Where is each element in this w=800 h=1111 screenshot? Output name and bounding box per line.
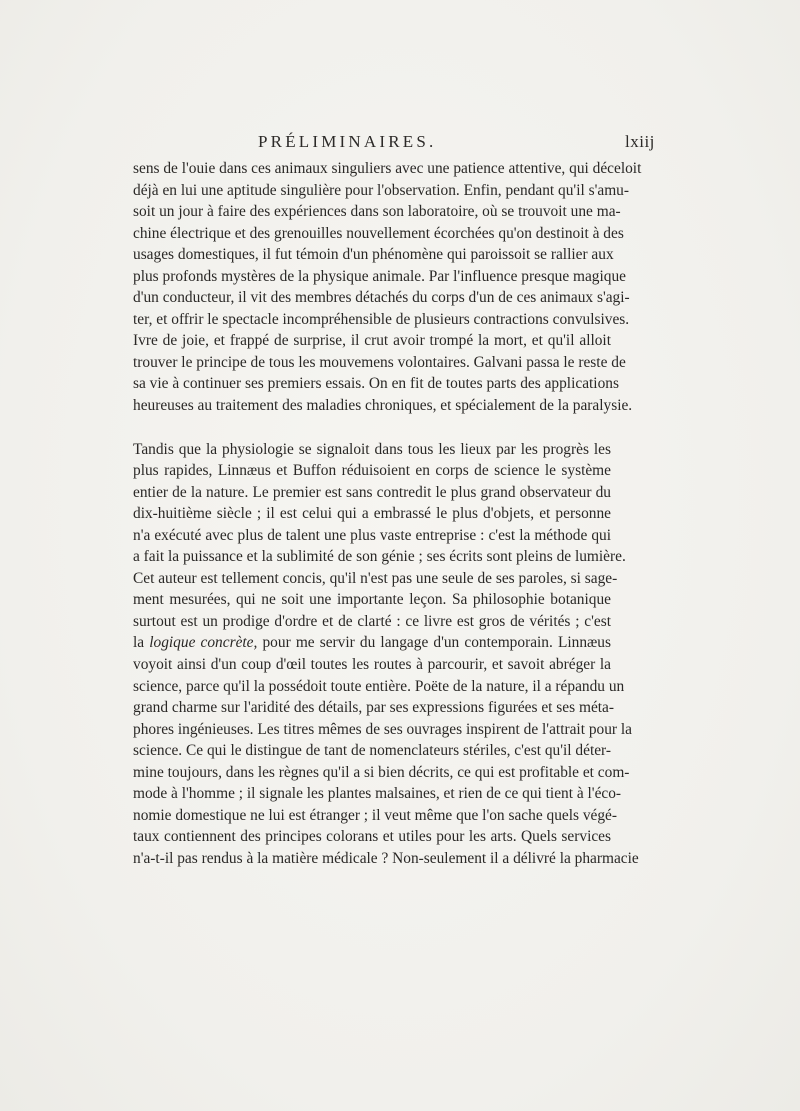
text-line: a fait la puissance et la sublimité de son génie ; ses écrits sont pleins de lumière. [133,548,626,566]
text-line: n'a exécuté avec plus de talent une plus vaste entreprise : c'est la méthode qui [133,526,611,544]
text-line: entier de la nature. Le premier est sans contredit le plus grand observateur du [133,483,611,501]
text-line: mine toujours, dans les règnes qu'il a si bien décrits, ce qui est profitable et com- [133,763,630,781]
body-text [133,158,642,870]
text-line: n'a-t-il pas rendus à la matière médicale ? Non-seulement il a délivré la pharmacie [133,849,639,867]
text-line-with-italic [133,632,611,654]
text-line: Ivre de joie, et frappé de surprise, il crut avoir trompé la mort, et qu'il alloit [133,332,611,350]
text-line: dix-huitième siècle ; il est celui qui a embrassé le plus d'objets, et personne [133,505,611,523]
text-line: ter, et offrir le spectacle incompréhensible de plusieurs contractions convulsives. [133,310,630,328]
text-line: déjà en lui une aptitude singulière pour l'observation. Enfin, pendant qu'il s'amu- [133,181,629,199]
page-number: lxiij [625,132,655,151]
paragraph-spacer [133,417,611,439]
text-segment: la [133,634,150,652]
text-line: plus rapides, Linnæus et Buffon réduisoient en corps de science le système [133,462,611,480]
text-line: voyoit ainsi d'un coup d'œil toutes les routes à parcourir, et savoit abréger la [133,656,611,674]
text-line: soit un jour à faire des expériences dans son laboratoire, où se trouvoit une ma- [133,203,621,221]
text-line: surtout est un prodige d'ordre et de clarté : ce livre est gros de vérités ; c'est [133,612,611,630]
text-line: sens de l'ouie dans ces animaux singuliers avec une patience attentive, qui déceloit [133,160,642,177]
text-line: d'un conducteur, il vit des membres détachés du corps d'un de ces animaux s'agi- [133,289,630,307]
text-line: ment mesurées, qui ne soit une importante leçon. Sa philosophie botanique [133,591,611,609]
text-line: trouver le principe de tous les mouvemens volontaires. Galvani passa le reste de [133,353,626,371]
text-line: heureuses au traitement des maladies chroniques, et spécialement de la paralysie. [133,397,633,415]
text-line: sa vie à continuer ses premiers essais. On en fit de toutes parts des applications [133,375,619,393]
text-line: taux contiennent des principes colorans et utiles pour les arts. Quels services [133,828,611,846]
text-line: phores ingénieuses. Les titres mêmes de ses ouvrages inspirent de l'attrait pour la [133,720,632,738]
paragraph-1 [133,158,642,417]
italic-phrase: logique concrète, [149,634,258,652]
page-header [0,128,800,158]
text-line: mode à l'homme ; il signale les plantes malsaines, et rien de ce qui tient à l'éco- [133,785,622,803]
text-line: science. Ce qui le distingue de tant de nomenclateurs stériles, c'est qu'il déter- [133,742,611,760]
text-line: nomie domestique ne lui est étranger ; il veut même que l'on sache quels végé- [133,806,618,824]
running-head: PRÉLIMINAIRES. [258,132,437,151]
text-line: grand charme sur l'aridité des détails, par ses expressions figurées et ses méta- [133,699,615,717]
text-line: plus profonds mystères de la physique animale. Par l'influence presque magique [133,267,627,285]
text-line: science, parce qu'il la possédoit toute entière. Poëte de la nature, il a répandu un [133,677,625,695]
text-line: Tandis que la physiologie se signaloit dans tous les lieux par les progrès les [133,440,611,458]
paragraph-2 [133,439,639,870]
text-segment: pour me servir du langage d'un contemporain. Linnæus [257,634,611,652]
text-line: usages domestiques, il fut témoin d'un phénomène qui paroissoit se rallier aux [133,246,614,264]
text-line: Cet auteur est tellement concis, qu'il n'est pas une seule de ses paroles, si sage- [133,569,618,587]
text-line: chine électrique et des grenouilles nouvellement écorchées qu'on destinoit à des [133,224,624,242]
